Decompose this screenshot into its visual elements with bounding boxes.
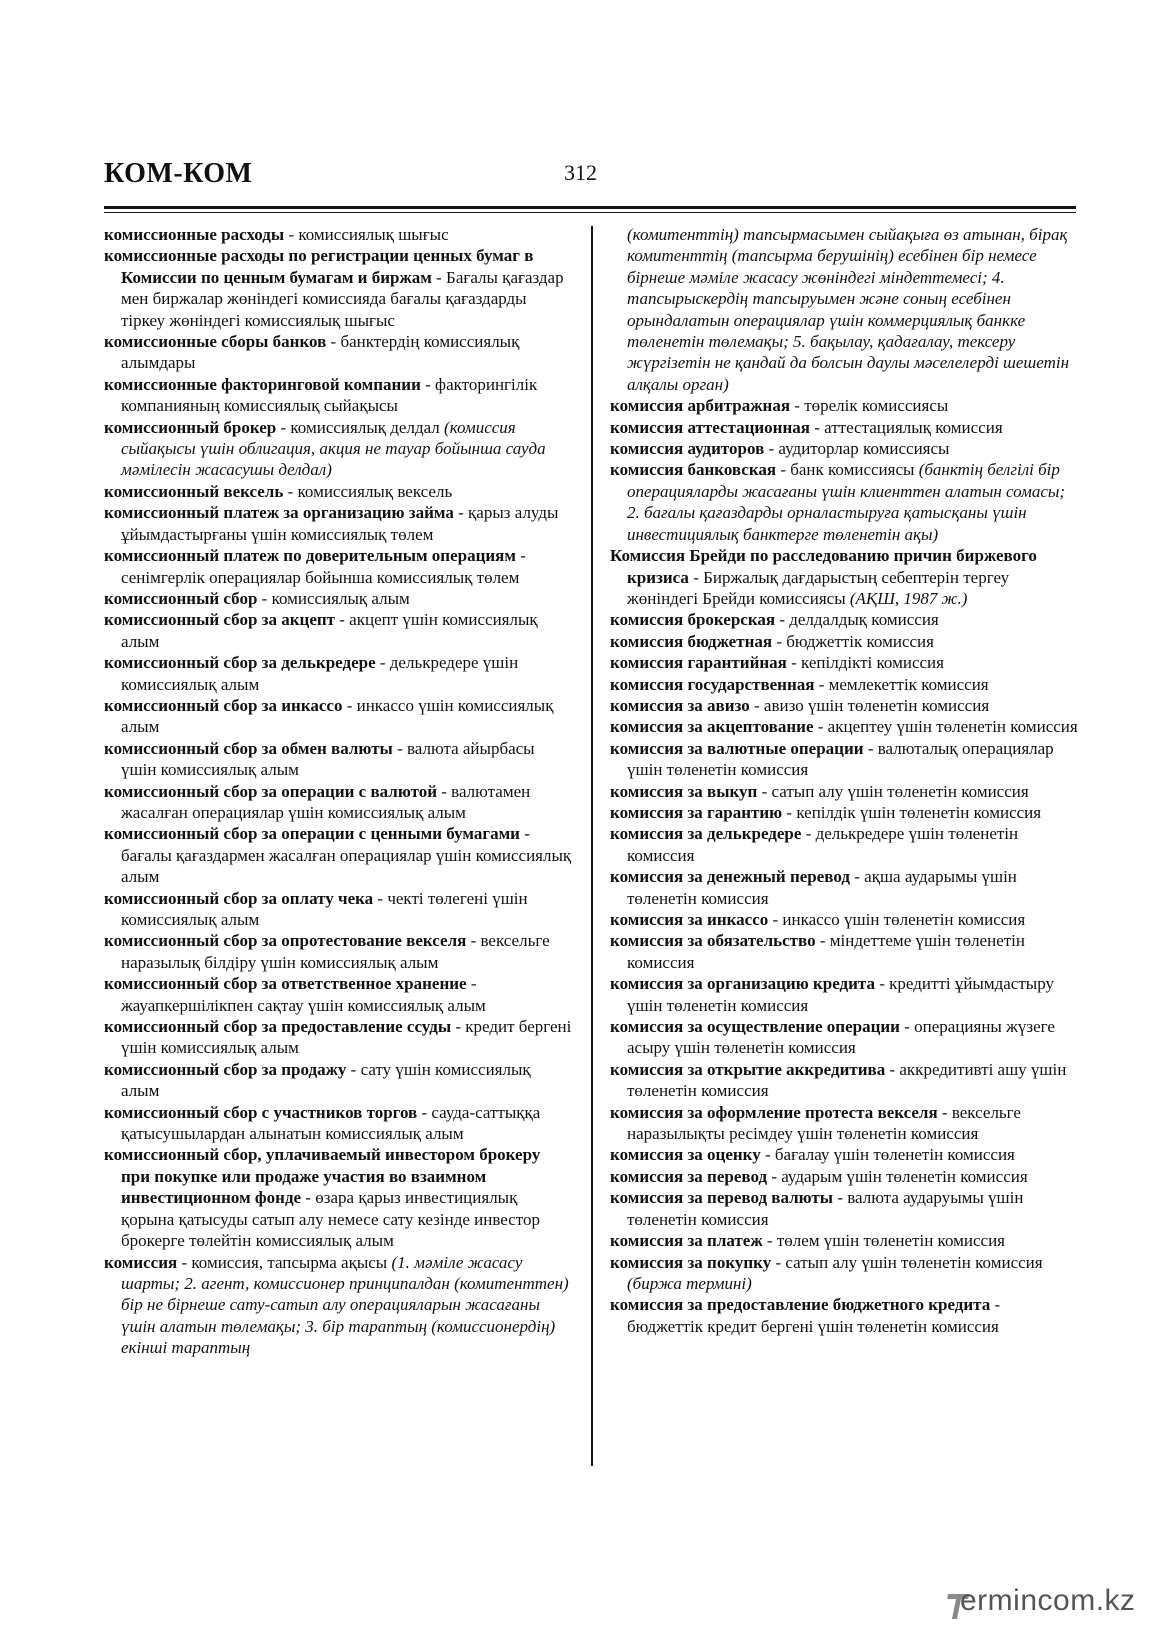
dictionary-entry <box>104 930 572 973</box>
right-column <box>610 224 1080 1337</box>
entry-definition: - бағалы қағаздармен жасалған операциялар үшін комиссиялық алым <box>121 824 572 887</box>
logo-text: ermincom.kz <box>960 1584 1136 1617</box>
entry-term: комиссионные сборы банков <box>104 332 327 352</box>
dictionary-entry <box>104 888 572 931</box>
dictionary-entry <box>104 545 572 588</box>
entry-definition: - валютамен жасалған операциялар үшін комиссиялық алым <box>121 781 531 822</box>
dictionary-entry <box>104 695 572 738</box>
entry-term: комиссионный сбор за опротестование векселя <box>104 931 467 951</box>
entry-definition: - сенімгерлік операциялар бойынша комиссиялық төлем <box>121 546 526 587</box>
dictionary-entry <box>610 738 1080 781</box>
dictionary-entry <box>610 1144 1080 1165</box>
dictionary-entry <box>610 866 1080 909</box>
dictionary-entry <box>104 1016 572 1059</box>
entry-definition: - аккредитивті ашу үшін төленетін комиссия <box>627 1059 1067 1101</box>
entry-term: комиссия арбитражная <box>610 396 791 416</box>
entry-term: комиссионные расходы по регистрации ценных бумаг в Комиссии по ценным бумагам и биржам <box>104 246 534 287</box>
entry-definition: - делькредере үшін комиссиялық алым <box>121 653 519 694</box>
entry-definition: - делдалдық комиссия <box>775 610 939 630</box>
entry-definition: - бағалау үшін төленетін комиссия <box>760 1145 1015 1165</box>
dictionary-entry <box>610 1016 1080 1059</box>
dictionary-entry <box>104 417 572 481</box>
entry-definition: - банктердің комиссиялық алымдары <box>121 332 520 373</box>
entry-note: (комиссия сыйақысы үшін облигация, акция не тауар бойынша сауда мәмілесін жасасушы делдал) <box>121 417 546 480</box>
entry-definition: - жауапкершілікпен сақтау үшін комиссиялық алым <box>121 974 486 1015</box>
entry-definition: - валюта аударуымы үшін төленетін комиссия <box>627 1188 1024 1229</box>
entry-definition: - кредитті ұйымдастыру үшін төленетін комиссия <box>627 974 1054 1015</box>
left-column <box>104 224 572 1359</box>
entry-definition: - төлем үшін төленетін комиссия <box>762 1231 1005 1251</box>
entry-definition: - валюта айырбасы үшін комиссиялық алым <box>121 738 535 780</box>
entry-definition: - сатып алу үшін төленетін комиссия <box>771 1252 1043 1272</box>
dictionary-entry <box>610 1187 1080 1230</box>
entry-definition: - міндеттеме үшін төленетін комиссия <box>627 931 1025 972</box>
dictionary-entry <box>610 1166 1080 1187</box>
dictionary-entry <box>610 652 1080 673</box>
dictionary-entry <box>610 459 1080 545</box>
entry-definition: - сатып алу үшін төленетін комиссия <box>757 781 1029 801</box>
entry-definition: - кредит бергені үшін комиссиялық алым <box>121 1017 572 1058</box>
dictionary-entry <box>104 1144 572 1251</box>
entry-term: комиссия за оценку <box>610 1145 761 1165</box>
dictionary-entry <box>610 674 1080 695</box>
entry-definition: - вексельге наразылықты ресімдеу үшін төленетін комиссия <box>627 1102 1021 1144</box>
dictionary-entry <box>104 781 572 824</box>
entry-definition: - төрелік комиссиясы <box>790 396 949 416</box>
entry-definition: - Бағалы қағаздар мен биржалар жөніндегі комиссияда бағалы қағаздарды тіркеу жөніндегі комиссиялық шығыс <box>121 267 564 330</box>
entry-term: комиссионный сбор за операции с ценными бумагами <box>104 824 520 844</box>
entry-term: комиссия <box>104 1252 178 1272</box>
entry-definition: - инкассо үшін төленетін комиссия <box>768 910 1026 929</box>
entry-term: комиссия за покупку <box>610 1252 772 1272</box>
dictionary-entry <box>104 374 572 417</box>
entry-term: комиссия за обязательство <box>610 931 816 951</box>
dictionary-entry <box>104 1059 572 1102</box>
entry-term: комиссия за оформление протеста векселя <box>610 1102 938 1122</box>
entry-term: комиссия за валютные операции <box>610 738 864 758</box>
entry-term: комиссия за гарантию <box>610 802 783 822</box>
dictionary-entry <box>104 588 572 609</box>
dictionary-entry <box>610 973 1080 1016</box>
dictionary-entry <box>610 1230 1080 1251</box>
dictionary-entry <box>104 481 572 502</box>
entry-definition: - акцепт үшін комиссиялық алым <box>121 610 538 651</box>
entry-term: комиссия за организацию кредита <box>610 974 875 994</box>
entry-definition: - кепілдікті комиссия <box>786 653 944 673</box>
entry-definition: - бюджеттік кредит бергені үшін төленетін комиссия <box>627 1295 1001 1336</box>
entry-definition: - Биржалық дағдарыстың себептерін тергеу жөніндегі Брейди комиссиясы <box>627 567 1010 608</box>
dictionary-entry <box>104 652 572 695</box>
dictionary-entry <box>610 631 1080 652</box>
entry-term: комиссионный сбор с участников торгов <box>104 1102 418 1122</box>
dictionary-entry <box>610 395 1080 416</box>
dictionary-entry <box>610 823 1080 866</box>
entry-term: комиссионный сбор за ответственное хранение <box>104 974 467 994</box>
entry-term: комиссия за инкассо <box>610 910 769 929</box>
entry-definition: - аударым үшін төленетін комиссия <box>767 1166 1028 1186</box>
entry-definition: - комиссиялық делдал <box>276 417 445 437</box>
entry-definition: - қарыз алуды ұйымдастырғаны үшін комиссиялық төлем <box>121 503 559 544</box>
entry-term: комиссионный сбор за акцепт <box>104 610 336 630</box>
dictionary-entry <box>610 545 1080 609</box>
entry-term: комиссионный сбор за предоставление ссуды <box>104 1017 452 1037</box>
dictionary-entry <box>610 1252 1080 1295</box>
entry-term: комиссионный сбор за операции с валютой <box>104 781 438 801</box>
entry-term: комиссионный сбор за инкассо <box>104 695 343 715</box>
dictionary-entry <box>610 1059 1080 1102</box>
dictionary-entry <box>104 609 572 652</box>
entry-definition: - комиссиялық шығыс <box>284 225 449 244</box>
entry-term: комиссионный сбор <box>104 588 258 608</box>
dictionary-entry <box>610 909 1080 930</box>
entry-definition: - банк комиссиясы <box>776 460 919 480</box>
entry-note: (1. мәміле жасасу шарты; 2. агент, комиссионер принципалдан (комитенттен) бір не бірнеше сату-сатып алу операцияларын жасағаны үшін алатын төлемақы; 3. бір тараптың (комиссионердің) екінші тараптың <box>121 1252 569 1358</box>
entry-term: комиссия за предоставление бюджетного кредита <box>610 1295 991 1315</box>
dictionary-entry <box>104 1252 572 1359</box>
entry-definition: - вексельге наразылық білдіру үшін комиссиялық алым <box>121 931 550 972</box>
entry-term: комиссионный сбор за обмен валюты <box>104 738 393 758</box>
entry-term: комиссия за перевод валюты <box>610 1188 834 1208</box>
entry-note: (АҚШ, 1987 ж.) <box>849 588 968 608</box>
dictionary-entry <box>104 973 572 1016</box>
entry-term: комиссионный вексель <box>104 481 284 501</box>
dictionary-entry <box>610 1294 1080 1337</box>
entry-definition: - аттестациялық комиссия <box>809 417 1003 437</box>
entry-term: комиссия банковская <box>610 460 777 480</box>
dictionary-entry <box>104 245 572 331</box>
entry-term: комиссия за акцептование <box>610 717 814 737</box>
entry-definition: - сату үшін комиссиялық алым <box>121 1059 531 1101</box>
entry-definition: - валюталық операциялар үшін төленетін комиссия <box>627 738 1054 780</box>
entry-definition: - комиссиялық вексель <box>283 481 453 501</box>
entry-term: комиссия за осуществление операции <box>610 1017 900 1037</box>
entry-term: комиссионные факторинговой компании <box>104 374 421 394</box>
running-head: КОМ-КОМ <box>104 158 253 189</box>
entry-term: комиссия гарантийная <box>610 653 787 673</box>
entry-definition: - кепілдік үшін төленетін комиссия <box>782 802 1042 822</box>
dictionary-entry <box>610 781 1080 802</box>
entry-term: комиссионный сбор за продажу <box>104 1059 347 1079</box>
termincom-logo <box>946 1582 1142 1626</box>
entry-note: (банктің белгілі бір операцияларды жасағаны үшін клиенттен алатын сомасы; 2. бағалы қағаздарды орналастыруға қатысқаны үшін инвестициялық банктерге төленетін ақы) <box>627 460 1066 544</box>
entry-definition: - инкассо үшін комиссиялық алым <box>121 695 554 737</box>
entry-term: комиссия за денежный перевод <box>610 867 850 887</box>
entry-term: комиссионный сбор за делькредере <box>104 653 376 673</box>
page-header <box>104 158 1076 198</box>
entry-definition: - бюджеттік комиссия <box>772 631 934 651</box>
dictionary-entry <box>610 1102 1080 1145</box>
entry-term: комиссия аудиторов <box>610 439 765 459</box>
entry-term: комиссия за перевод <box>610 1166 768 1186</box>
entry-definition: - комиссия, тапсырма ақысы <box>177 1252 392 1272</box>
entry-definition: - мемлекеттік комиссия <box>814 674 989 694</box>
entry-term: комиссионный брокер <box>104 417 277 437</box>
entry-term: комиссионный платеж по доверительным операциям <box>104 546 516 566</box>
dictionary-entry <box>104 224 572 245</box>
entry-term: комиссия аттестационная <box>610 417 810 437</box>
entry-definition: - акцептеу үшін төленетін комиссия <box>813 717 1078 737</box>
header-rule-thick <box>104 206 1076 209</box>
dictionary-entry <box>610 438 1080 459</box>
entry-term: комиссия государственная <box>610 674 815 694</box>
entry-term: комиссионный сбор за оплату чека <box>104 888 374 908</box>
entry-definition: - комиссиялық алым <box>257 588 410 608</box>
dictionary-entry <box>104 738 572 781</box>
entry-term: комиссионный платеж за организацию займа <box>104 503 454 523</box>
entry-term: комиссия брокерская <box>610 610 776 630</box>
entry-definition: - факторингілік компанияның комиссиялық сыйақысы <box>121 374 538 416</box>
dictionary-entry <box>610 716 1080 737</box>
column-divider <box>591 226 593 1466</box>
entry-continuation: (комитенттің) тапсырмасымен сыйақыға өз атынан, бірақ комитенттің (тапсырма берушінің) есебінен бір немесе бірнеше мәміле жасасу жөніндегі міндеттемесі; 4. тапсырыскердің тапсыруымен және соның есебінен орындалатын операциялар үшін коммерциялық банкке төленетін төлемақы; 5. бақылау, қадағалау, тексеру жүргізетін не қандай да болсын даулы мәселелерді шешетін алқалы орган) <box>627 225 1070 394</box>
entry-note: (биржа термині) <box>627 1273 752 1293</box>
dictionary-entry <box>610 695 1080 716</box>
dictionary-entry <box>104 1102 572 1145</box>
entry-definition: - сауда-саттыққа қатысушылардан алынатын комиссиялық алым <box>121 1102 541 1144</box>
entry-definition: - делькредере үшін төленетін комиссия <box>627 824 1019 865</box>
entry-term: комиссия за делькредере <box>610 824 802 844</box>
dictionary-entry <box>610 930 1080 973</box>
entry-term: комиссия за платеж <box>610 1231 763 1251</box>
entry-term: комиссия за выкуп <box>610 781 758 801</box>
entry-definition: - авизо үшін төленетін комиссия <box>749 695 990 715</box>
entry-definition: - операцияны жүзеге асыру үшін төленетін комиссия <box>627 1017 1055 1058</box>
entry-definition: - өзара қарыз инвестициялық қорына қатысуды сатып алу немесе сату кезінде инвестор брокерге төлейтін комиссиялық алым <box>121 1188 540 1251</box>
entry-term: комиссионный сбор, уплачиваемый инвестором брокеру при покупке или продаже участия во взаимном инвестиционном фонде <box>104 1145 541 1208</box>
entry-definition: - ақша аударымы үшін төленетін комиссия <box>627 867 1017 908</box>
dictionary-entry <box>610 802 1080 823</box>
dictionary-entry <box>104 823 572 887</box>
dictionary-entry <box>104 502 572 545</box>
page-number: 312 <box>564 160 597 185</box>
entry-definition: - чекті төлегені үшін комиссиялық алым <box>121 888 528 929</box>
entry-term: комиссионные расходы <box>104 225 285 244</box>
entry-term: Комиссия Брейди по расследованию причин биржевого кризиса <box>610 546 1037 587</box>
entry-term: комиссия бюджетная <box>610 631 773 651</box>
entry-term: комиссия за авизо <box>610 695 750 715</box>
dictionary-entry <box>104 331 572 374</box>
dictionary-entry <box>610 417 1080 438</box>
entry-definition: - аудиторлар комиссиясы <box>764 439 950 459</box>
header-rule-thin <box>104 212 1076 213</box>
entry-term: комиссия за открытие аккредитива <box>610 1059 886 1079</box>
dictionary-entry <box>610 609 1080 630</box>
